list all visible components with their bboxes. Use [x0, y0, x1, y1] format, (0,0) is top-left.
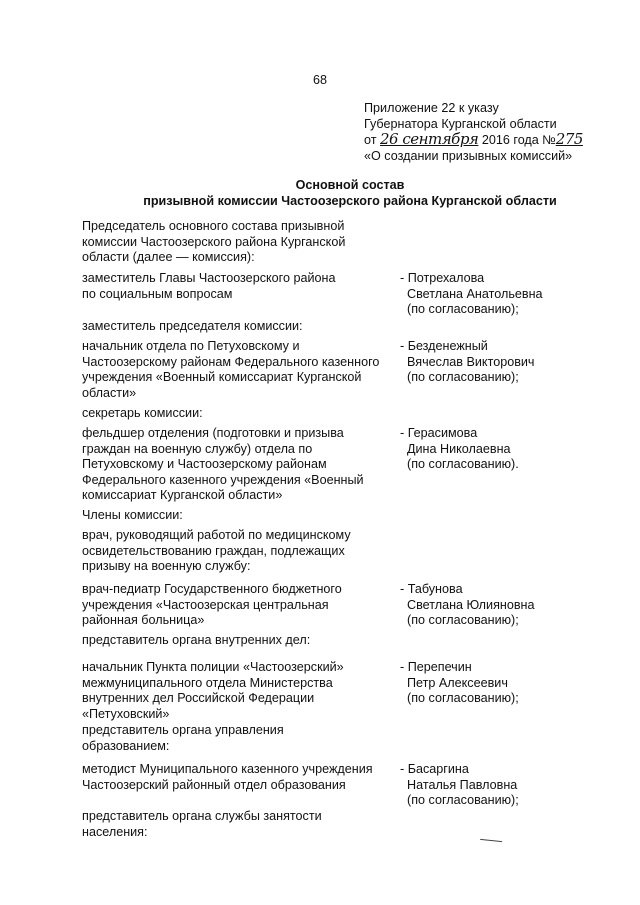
- entry-position-line: начальник Пункта полиции «Частоозерский»: [82, 660, 344, 674]
- entry-position-line: комиссии Частоозерского района Курганской: [82, 234, 346, 249]
- entry-position-line: учреждения «Военный комиссариат Курганской: [82, 370, 362, 385]
- entry-position-line: заместитель Главы Частоозерского района: [82, 271, 336, 285]
- appendix-line-3: [364, 132, 624, 149]
- title-line-1: Основной состав: [295, 178, 405, 192]
- entry-position-line: межмуниципального отдела Министерства: [82, 675, 333, 690]
- entry-position-line: освидетельствованию граждан, подлежащих: [82, 543, 345, 558]
- appendix-year: 2016 года №: [481, 133, 556, 148]
- entry-position: [82, 508, 402, 524]
- entry-position-line: методист Муниципального казенного учреждения: [82, 762, 373, 776]
- appendix-from: от: [364, 133, 377, 148]
- entry-position-line: Федерального казенного учреждения «Военный: [82, 472, 364, 487]
- entry-position-line: Частоозерский районный отдел образования: [82, 777, 346, 792]
- entry-position: [82, 660, 402, 722]
- appendix-header: [364, 101, 624, 164]
- entry-person: [400, 339, 620, 386]
- entry-person: [400, 762, 620, 809]
- entry-position-line: области»: [82, 385, 137, 400]
- entry-person-line: Петр Алексеевич: [400, 675, 508, 690]
- entry-position-line: учреждения «Частоозерская центральная: [82, 597, 329, 612]
- entry-person-line: - Перепечин: [400, 660, 472, 674]
- entry-position: [82, 406, 402, 422]
- document-title: [60, 178, 640, 209]
- entry-person-line: - Безденежный: [400, 339, 488, 353]
- entry-position-line: «Петуховский»: [82, 706, 170, 721]
- entry-position-line: Председатель основного состава призывной: [82, 219, 345, 233]
- entry-person-line: (по согласованию);: [400, 793, 519, 808]
- entry-person-line: - Басаргина: [400, 762, 469, 776]
- entry-position: [82, 809, 402, 840]
- appendix-line-4: «О создании призывных комиссий»: [364, 148, 573, 163]
- entry-position-line: врач, руководящий работой по медицинскому: [82, 528, 351, 542]
- entry-position-line: по социальным вопросам: [82, 286, 233, 301]
- entry-position: [82, 528, 402, 575]
- entry-position: [82, 633, 402, 649]
- entry-person-line: - Потрехалова: [400, 271, 485, 285]
- entry-position-line: граждан на военную службу) отдела по: [82, 441, 313, 456]
- entry-position: [82, 426, 402, 504]
- entry-person-line: Наталья Павловна: [400, 777, 518, 792]
- entry-position: [82, 762, 402, 793]
- entry-person: [400, 426, 620, 473]
- entry-person-line: (по согласованию);: [400, 691, 519, 706]
- entry-position-line: Петуховскому и Частоозерскому районам: [82, 457, 327, 472]
- title-line-2: призывной комиссии Частоозерского района Курганской области: [143, 193, 557, 208]
- entry-position: [82, 582, 402, 629]
- entry-position-line: образованием:: [82, 738, 170, 753]
- entry-person-line: Вячеслав Викторович: [400, 354, 535, 369]
- entry-position-line: секретарь комиссии:: [82, 406, 203, 420]
- footer-mark: [480, 839, 502, 844]
- handwritten-number: 275: [555, 130, 583, 149]
- entry-position-line: населения:: [82, 824, 148, 839]
- entry-person-line: - Герасимова: [400, 426, 478, 440]
- entry-position-line: представитель органа внутренних дел:: [82, 633, 311, 647]
- entry-position-line: внутренних дел Российской Федерации: [82, 691, 315, 706]
- entry-position-line: Члены комиссии:: [82, 508, 183, 522]
- entry-position: [82, 723, 402, 754]
- entry-position-line: представитель органа службы занятости: [82, 809, 322, 823]
- entry-person: [400, 660, 620, 707]
- entry-position-line: представитель органа управления: [82, 723, 284, 737]
- entry-position: [82, 319, 402, 335]
- entry-position: [82, 219, 402, 266]
- entry-position-line: призыву на военную службу:: [82, 559, 251, 574]
- entry-position-line: врач-педиатр Государственного бюджетного: [82, 582, 342, 596]
- entry-person: [400, 271, 620, 318]
- entry-person-line: Светлана Юлияновна: [400, 597, 535, 612]
- entry-position-line: начальник отдела по Петуховскому и: [82, 339, 300, 353]
- entry-position: [82, 271, 402, 302]
- entry-person-line: (по согласованию);: [400, 613, 519, 628]
- entry-person-line: Светлана Анатольевна: [400, 286, 543, 301]
- page-number: 68: [312, 73, 327, 87]
- entry-person-line: - Табунова: [400, 582, 463, 596]
- entry-person-line: (по согласованию).: [400, 457, 519, 472]
- entry-position-line: заместитель председателя комиссии:: [82, 319, 303, 333]
- handwritten-date: 26 сентября: [380, 130, 479, 149]
- entry-person-line: (по согласованию);: [400, 302, 519, 317]
- entry-person-line: Дина Николаевна: [400, 441, 511, 456]
- entry-person: [400, 582, 620, 629]
- entry-position-line: комиссариат Курганской области»: [82, 488, 283, 503]
- entry-position-line: районная больница»: [82, 613, 205, 628]
- entry-position-line: фельдшер отделения (подготовки и призыва: [82, 426, 344, 440]
- entry-position: [82, 339, 402, 401]
- appendix-line-1: Приложение 22 к указу: [364, 101, 499, 115]
- entry-person-line: (по согласованию);: [400, 370, 519, 385]
- entry-position-line: области (далее — комиссия):: [82, 250, 255, 265]
- entry-position-line: Частоозерскому районам Федерального казенного: [82, 354, 380, 369]
- appendix-line-2: Губернатора Курганской области: [364, 116, 557, 131]
